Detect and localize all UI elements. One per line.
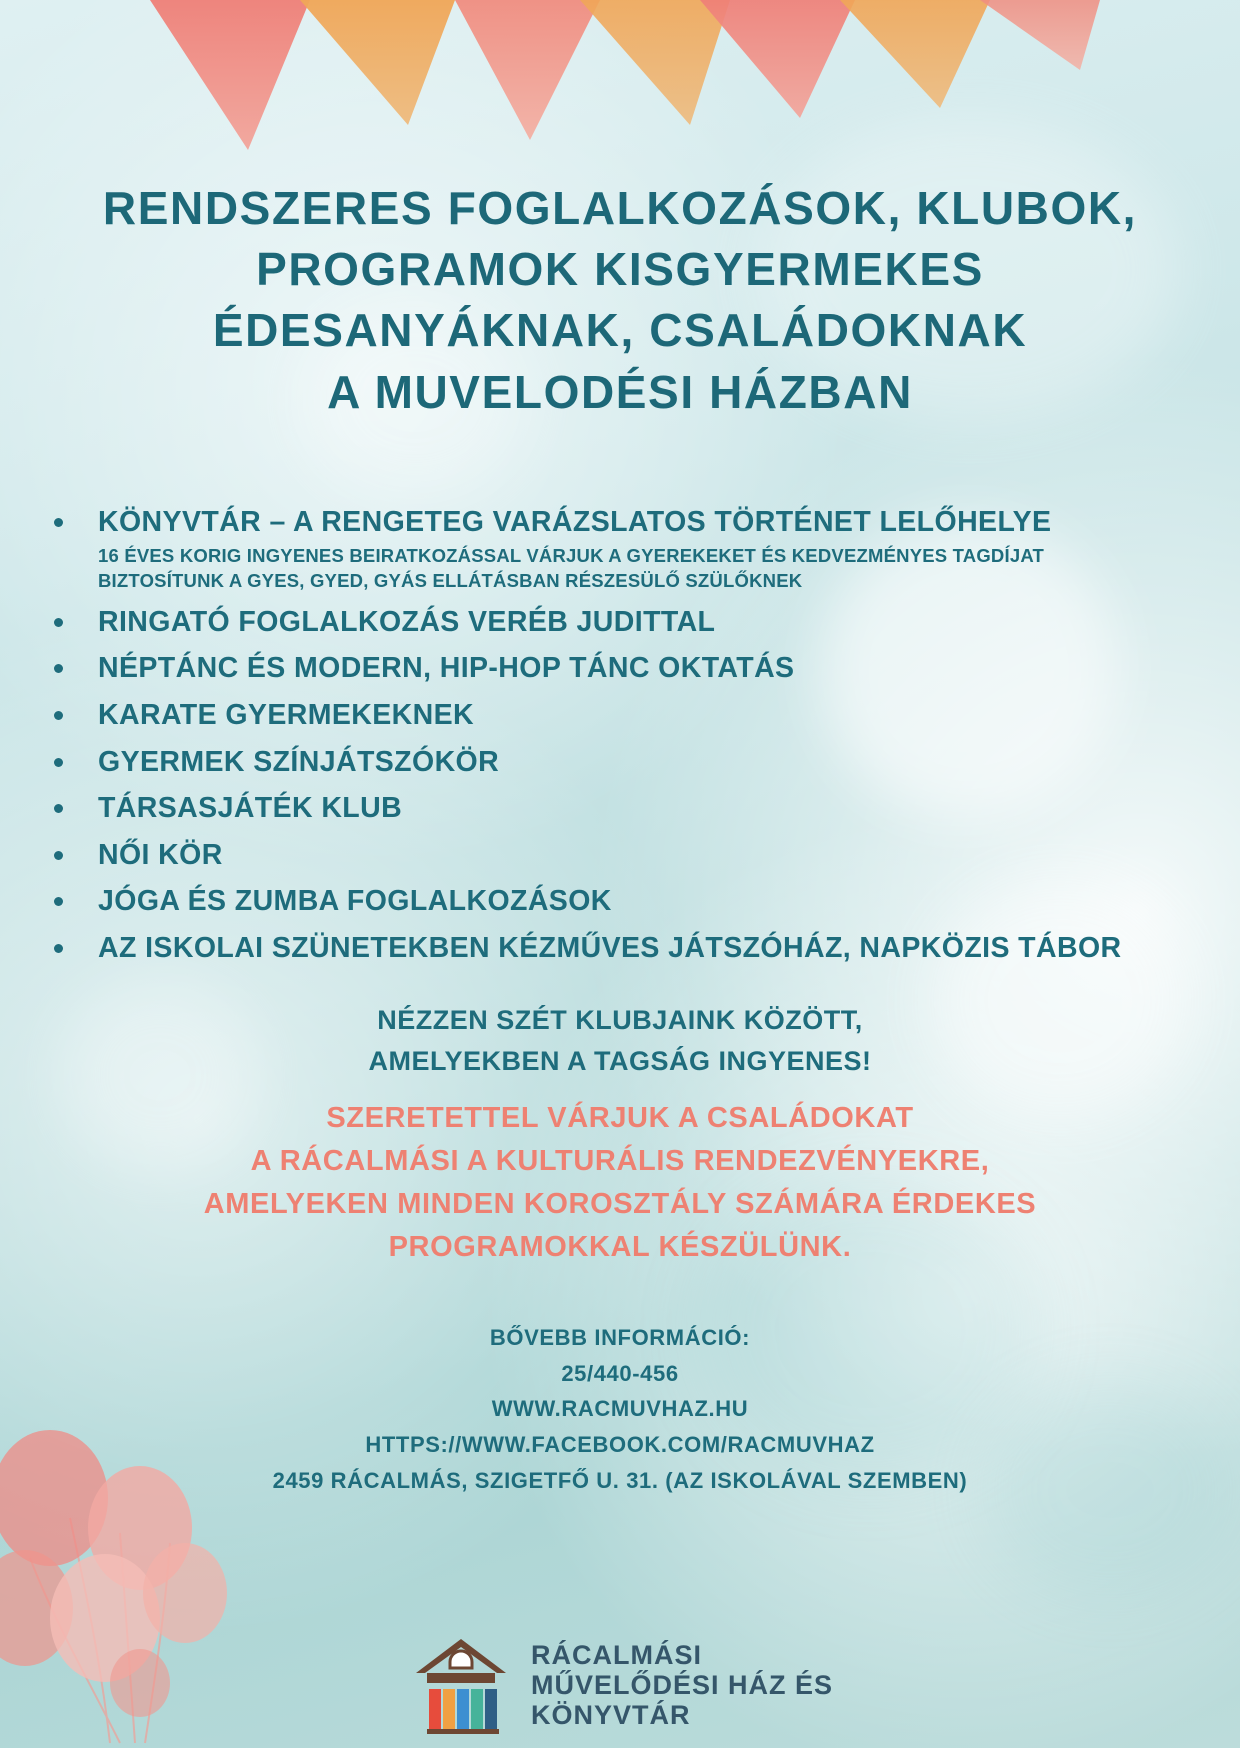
list-item — [50, 884, 1170, 920]
membership-note-line-2: AMELYEKBEN A TAGSÁG INGYENES! — [368, 1045, 872, 1076]
contact-facebook-link[interactable]: HTTPS://WWW.FACEBOOK.COM/RACMUVHAZ — [365, 1431, 875, 1457]
welcome-message — [0, 1097, 1240, 1269]
list-item — [50, 791, 1170, 827]
membership-note-line-1: NÉZZEN SZÉT KLUBJAINK KÖZÖTT, — [377, 1005, 863, 1035]
welcome-line-1: SZERETETTEL VÁRJUK A CSALÁDOKAT — [326, 1102, 914, 1134]
list-item-label: NŐI KÖR — [98, 838, 223, 871]
title-line-2: PROGRAMOK KISGYERMEKES — [256, 243, 984, 296]
contact-block — [0, 1320, 1240, 1498]
membership-note — [0, 1000, 1240, 1081]
logo-line-2: MŰVELŐDÉSI HÁZ ÉS KÖNYVTÁR — [531, 1669, 834, 1731]
list-item-label: JÓGA ÉS ZUMBA FOGLALKOZÁSOK — [98, 885, 612, 918]
list-item-label: KARATE GYERMEKEKNEK — [98, 698, 475, 731]
list-item — [50, 838, 1170, 874]
logo-text — [531, 1640, 835, 1731]
list-item — [50, 505, 1170, 594]
list-item — [50, 931, 1170, 967]
welcome-line-3: AMELYEKEN MINDEN KOROSZTÁLY SZÁMÁRA ÉRDEKES — [203, 1187, 1037, 1220]
page-title — [0, 178, 1240, 423]
list-item-subtext: 16 ÉVES KORIG INGYENES BEIRATKOZÁSSAL VÁRJUK A GYEREKEKET ÉS KEDVEZMÉNYES TAGDÍJAT BIZTOSÍTUNK A GYES, GYED, GYÁS ELLÁTÁSBAN RÉSZESÜLŐ SZÜLŐKNEK — [98, 544, 1045, 592]
list-item-label: GYERMEK SZÍNJÁTSZÓKÖR — [98, 745, 500, 778]
list-item-label: NÉPTÁNC ÉS MODERN, HIP-HOP TÁNC OKTATÁS — [98, 652, 795, 685]
welcome-line-4: PROGRAMOKKAL KÉSZÜLÜNK. — [388, 1230, 852, 1263]
title-line-3: ÉDESANYÁKNAK, CSALÁDOKNAK — [212, 304, 1028, 357]
program-list — [50, 505, 1170, 978]
list-item-label: KÖNYVTÁR – A RENGETEG VARÁZSLATOS TÖRTÉNET LELŐHELYE — [98, 506, 1052, 538]
title-line-1: RENDSZERES FOGLALKOZÁSOK, KLUBOK, — [102, 182, 1138, 234]
library-house-icon — [405, 1633, 517, 1737]
list-item — [50, 698, 1170, 734]
list-item-label: AZ ISKOLAI SZÜNETEKBEN KÉZMŰVES JÁTSZÓHÁZ, NAPKÖZIS TÁBOR — [98, 932, 1122, 965]
organization-logo — [405, 1630, 835, 1740]
contact-phone[interactable]: 25/440-456 — [561, 1360, 679, 1386]
welcome-line-2: A RÁCALMÁSI A KULTURÁLIS RENDEZVÉNYEKRE, — [250, 1144, 990, 1177]
logo-line-1: RÁCALMÁSI — [531, 1639, 702, 1670]
list-item-label: RINGATÓ FOGLALKOZÁS VERÉB JUDITTAL — [98, 605, 716, 638]
contact-heading: BŐVEBB INFORMÁCIÓ: — [489, 1325, 751, 1350]
list-item-label: TÁRSASJÁTÉK KLUB — [98, 792, 403, 825]
list-item — [50, 605, 1170, 641]
contact-website[interactable]: WWW.RACMUVHAZ.HU — [491, 1396, 749, 1422]
title-line-4: A MUVELODÉSI HÁZBAN — [327, 365, 913, 418]
list-item — [50, 651, 1170, 687]
list-item — [50, 745, 1170, 781]
contact-address: 2459 RÁCALMÁS, SZIGETFŐ U. 31. (AZ ISKOLÁVAL SZEMBEN) — [272, 1467, 968, 1493]
